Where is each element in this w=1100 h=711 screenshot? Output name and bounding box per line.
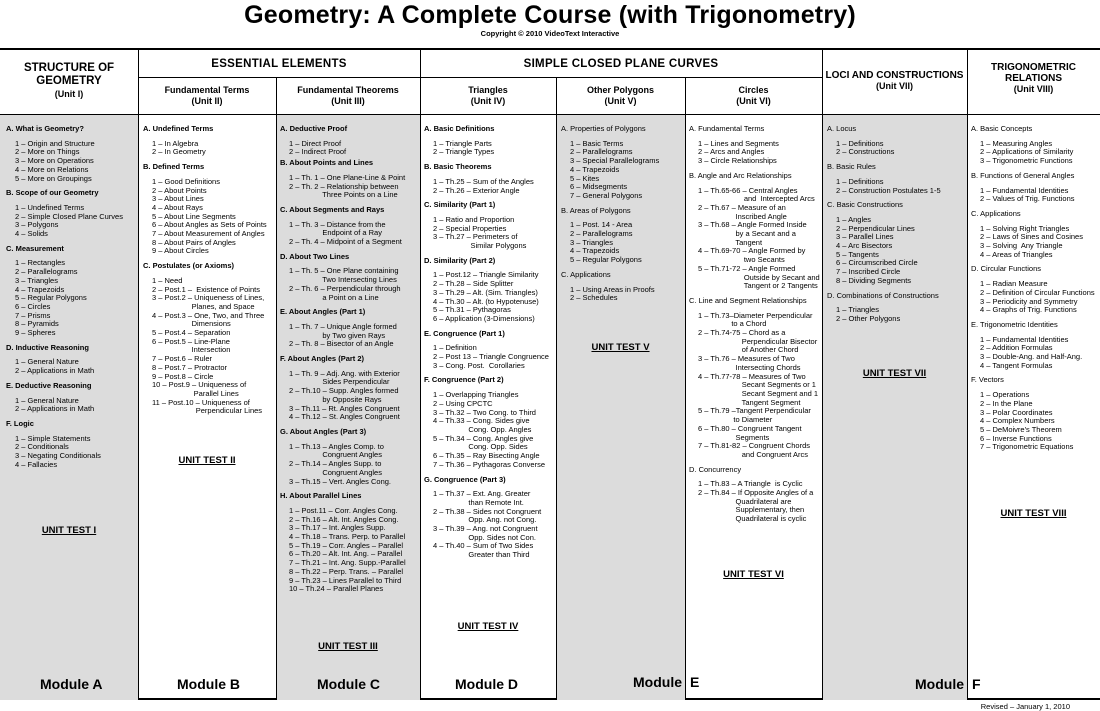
topic-items [6, 140, 136, 184]
topic-items [827, 140, 966, 157]
topic-item: 8 – About Pairs of Angles [152, 237, 236, 247]
header-unit-1: STRUCTURE OF GEOMETRY (Unit I) [23, 62, 115, 99]
topic-item: 1 – Th.83 – A Triangle is Cyclic [698, 479, 803, 489]
topic-heading: B. Defined Terms [143, 162, 205, 172]
topic-item: 10 – Th.24 – Parallel Planes [289, 584, 384, 594]
topic-item: 2 – Constructions [836, 147, 895, 157]
topic-item: 2 – Arcs and Angles [698, 147, 765, 157]
topic-item: 4 – Solids [15, 229, 48, 239]
topic-item: 4 – Th.12 – St. Angles Congruent [289, 412, 400, 422]
topic-items [280, 174, 419, 200]
topic-item: 3 – Triangles [570, 237, 613, 247]
topic-items [143, 277, 275, 416]
topic-item: 1 – Th.13 – Angles Comp. to Congruent Angles [289, 441, 384, 460]
topic-item: 1 – Direct Proof [289, 138, 342, 148]
topic-item: 2 – Indirect Proof [289, 147, 347, 157]
topic-item: 3 – More on Operations [15, 156, 94, 166]
topic-heading: D. Circular Functions [971, 264, 1042, 274]
topic-items [424, 490, 555, 560]
topic-item: 6 – Th.35 – Ray Bisecting Angle [433, 451, 540, 461]
topic-item: 9 – Post.8 – Circle [152, 371, 214, 381]
topic-item: 4 – About Rays [152, 202, 203, 212]
topic-item: 7 – Th.36 – Pythagoras Converse [433, 459, 546, 469]
unit-test-3: UNIT TEST III [318, 641, 378, 652]
topic-item: 1 – Post. 14 - Area [570, 220, 633, 230]
topic-heading: E. Deductive Reasoning [6, 380, 92, 390]
topic-items [143, 178, 275, 256]
topic-item: 4 – Tangent Formulas [980, 360, 1053, 370]
topic-items [689, 140, 821, 166]
topic-item: 8 – Dividing Segments [836, 275, 912, 285]
unit-7-topics [827, 125, 966, 365]
topic-item: 2 – Triangle Types [433, 147, 495, 157]
topic-item: 1 – Definitions [836, 138, 884, 148]
topic-item: 1 – Good Definitions [152, 176, 220, 186]
topic-item: 3 – Post.2 – Uniqueness of Lines, Planes, and Space [152, 293, 265, 311]
topic-item: 2 – Post 13 – Triangle Congruence [433, 352, 549, 362]
topic-heading: C. About Segments and Rays [280, 204, 385, 214]
topic-item: 5 – Th.31 – Pythagoras [433, 305, 511, 315]
topic-item: 1 – Rectangles [15, 258, 66, 268]
topic-item: 2 – Th.26 – Exterior Angle [433, 185, 520, 195]
topic-item: 1 – Post.12 – Triangle Similarity [433, 270, 539, 280]
topic-heading: E. Trigonometric Identities [971, 319, 1058, 329]
topic-item: 2 – Values of Trig. Functions [980, 194, 1075, 204]
topic-items [827, 178, 966, 195]
topic-item: 6 – Circumscribed Circle [836, 258, 918, 268]
topic-item: 5 – More on Groupings [15, 173, 92, 183]
topic-item: 1 – Th.37 – Ext. Ang. Greater than Remote Int. [433, 489, 531, 507]
topic-heading: G. About Angles (Part 3) [280, 426, 367, 436]
topic-item: 3 – Th.39 – Ang. not Congruent Opp. Sides not Con. [433, 524, 538, 542]
topic-items [280, 267, 419, 302]
topic-items [689, 187, 821, 291]
topic-item: 4 – Post.3 – One, Two, and Three Dimensions [152, 310, 265, 329]
topic-item: 3 – Parallel Lines [836, 232, 894, 242]
topic-items [424, 271, 555, 323]
topic-item: 1 – Simple Statements [15, 433, 91, 443]
unit-2-topics [143, 125, 275, 445]
topic-heading: D. Concurrency [689, 464, 742, 474]
topic-item: 2 – More on Things [15, 147, 80, 157]
header-unit-4: Triangles (Unit IV) [468, 85, 508, 106]
topic-items [6, 204, 136, 239]
topic-item: 1 – Angles [836, 214, 872, 224]
module-a-label: Module A [40, 676, 103, 692]
topic-item: 4 – Th.77-78 – Measures of Two Secant Segments or 1 Secant Segment and 1 Tangent Segment [698, 371, 819, 407]
topic-heading: A. Properties of Polygons [561, 125, 646, 133]
topic-item: 2 – Th.74-75 – Chord as a Perpendicular Bisector of Another Chord [698, 328, 818, 355]
topic-heading: C. Postulates (or Axioms) [143, 261, 234, 271]
topic-item: 1 – Triangles [836, 305, 879, 315]
topic-heading: D. Combinations of Constructions [827, 290, 939, 300]
topic-item: 1 – Th.73–Diameter Perpendicular to a Chord [698, 310, 813, 329]
unit-6-topics [689, 125, 821, 575]
unit-5-topics [561, 125, 684, 325]
topic-item: 5 – About Line Segments [152, 211, 236, 221]
topic-items [6, 358, 136, 375]
col-divider-5 [685, 77, 686, 700]
topic-item: 1 – General Nature [15, 357, 79, 367]
topic-item: 3 – Th.27 – Perimeters of Similar Polygons [433, 232, 527, 251]
topic-item: 3 – Th.32 – Two Cong. to Third [433, 407, 536, 417]
topic-item: 2 – Definition of Circular Functions [980, 287, 1095, 297]
topic-item: 1 – Th. 3 – Distance from the Endpoint of a Ray [289, 219, 386, 238]
topic-heading: B. Angle and Arc Relationships [689, 170, 792, 180]
topic-items [971, 140, 1099, 166]
header-unit-2: Fundamental Terms (Unit II) [164, 85, 250, 106]
topic-item: 6 – Inverse Functions [980, 433, 1052, 443]
topic-items [971, 280, 1099, 315]
topic-heading: B. Basic Rules [827, 162, 876, 172]
topic-heading: C. Applications [971, 208, 1021, 218]
topic-item: 2 – Applications of Similarity [980, 147, 1074, 157]
topic-items [6, 259, 136, 337]
topic-item: 3 – Th.68 – Angle Formed Inside by a Secant and a Tangent [698, 220, 807, 247]
topic-item: 1 – Lines and Segments [698, 138, 779, 148]
topic-item: 2 – Parallelograms [15, 267, 78, 277]
topic-item: 1 – Basic Terms [570, 138, 624, 148]
topic-item: 5 – Th.79 –Tangent Perpendicular to Diameter [698, 406, 811, 425]
topic-item: 2 – Th. 4 – Midpoint of a Segment [289, 237, 402, 247]
header-unit-3: Fundamental Theorems (Unit III) [297, 85, 399, 106]
topic-item: 2 – Post.1 – Existence of Points [152, 284, 260, 294]
topic-item: 7 – Prisms [15, 310, 51, 320]
unit-test-1: UNIT TEST I [41, 525, 97, 536]
header-unit-8: TRIGONOMETRIC RELATIONS (Unit VIII) [991, 62, 1076, 94]
topic-item: 2 – Schedules [570, 293, 618, 303]
topic-item: 5 – Tangents [836, 249, 879, 259]
revision-date: Revised – January 1, 2010 [980, 702, 1070, 711]
unit-test-2: UNIT TEST II [178, 455, 236, 466]
topic-heading: C. Measurement [6, 243, 64, 253]
topic-item: 3 – Circle Relationships [698, 156, 777, 166]
header-unit-7: LOCI AND CONSTRUCTIONS (Unit VII) [825, 70, 964, 91]
topic-heading: B. Functions of General Angles [971, 170, 1075, 180]
topic-item: 4 – Fallacies [15, 459, 58, 469]
topic-item: 5 – Th.34 – Cong. Angles give Cong. Opp. Sides [433, 433, 534, 452]
topic-item: 2 – Th.28 – Side Splitter [433, 279, 514, 289]
unit-test-4: UNIT TEST IV [457, 621, 519, 632]
topic-heading: H. About Parallel Lines [280, 491, 362, 501]
topic-item: 2 – Applications in Math [15, 404, 95, 414]
topic-item: 9 – Spheres [15, 328, 56, 338]
topic-item: 1 – Need [152, 275, 183, 285]
topic-item: 1 – Ratio and Proportion [433, 214, 515, 224]
topic-item: 5 – Kites [570, 173, 600, 183]
topic-item: 2 – In Geometry [152, 147, 206, 157]
topic-heading: B. About Points and Lines [280, 158, 374, 168]
topic-item: 8 – Th.22 – Perp. Trans. – Parallel [289, 566, 404, 576]
topic-item: 2 – Th.38 – Sides not Congruent Opp. Ang. not Cong. [433, 506, 542, 525]
topic-item: 1 – General Nature [15, 395, 79, 405]
topic-item: 5 – Th.19 – Corr. Angles – Parallel [289, 540, 404, 550]
topic-items [280, 443, 419, 487]
topic-item: 3 – Th.29 – Alt. (Sim. Triangles) [433, 287, 538, 297]
topic-item: 2 – Applications in Math [15, 366, 95, 376]
topic-item: 2 – About Points [152, 185, 207, 195]
topic-item: 4 – Trapezoids [15, 284, 65, 294]
topic-items [280, 323, 419, 349]
topic-item: 1 – Th. 9 – Adj. Ang. with Exterior Sides Perpendicular [289, 368, 400, 387]
unit-3-topics [280, 125, 419, 625]
topic-heading: C. Similarity (Part 1) [424, 200, 496, 210]
topic-item: 7 – Inscribed Circle [836, 267, 901, 277]
topic-items [6, 397, 136, 414]
module-f-letter: F [972, 676, 981, 692]
topic-item: 4 – Th.30 – Alt. (to Hypotenuse) [433, 296, 539, 306]
topic-item: 1 – Definition [433, 343, 477, 353]
topic-item: 6 – Th.80 – Congruent Tangent Segments [698, 423, 802, 442]
topic-item: 2 – Laws of Sines and Cosines [980, 232, 1083, 242]
topic-item: 6 – Post.5 – Line-Plane Intersection [152, 336, 231, 355]
copyright: Copyright © 2010 VideoText Interactive [480, 29, 620, 38]
topic-item: 1 – Using Areas in Proofs [570, 284, 655, 294]
topic-item: 1 – Fundamental Identities [980, 334, 1069, 344]
topic-item: 1 – Post.11 – Corr. Angles Cong. [289, 505, 398, 515]
topic-items [971, 336, 1099, 371]
module-b-label: Module B [177, 676, 240, 692]
topic-item: 4 – Arc Bisectors [836, 241, 893, 251]
topic-item: 1 – Operations [980, 390, 1030, 400]
unit-8-topics [971, 125, 1099, 515]
topic-items [561, 140, 684, 201]
topic-item: 4 – Th.18 – Trans. Perp. to Parallel [289, 532, 406, 542]
topic-item: 9 – Th.23 – Lines Parallel to Third [289, 575, 402, 585]
topic-item: 3 – Periodicity and Symmetry [980, 296, 1078, 306]
topic-items [424, 391, 555, 469]
topic-heading: A. Deductive Proof [280, 125, 348, 133]
topic-heading: F. About Angles (Part 2) [280, 354, 365, 364]
topic-item: 2 – Other Polygons [836, 313, 901, 323]
topic-item: 7 – Th.21 – Int. Ang. Supp.-Parallel [289, 558, 406, 568]
topic-item: 3 – Cong. Post. Corollaries [433, 360, 525, 370]
topic-item: 1 – Fundamental Identities [980, 185, 1069, 195]
topic-heading: A. Basic Definitions [424, 125, 495, 133]
topic-item: 3 – About Lines [152, 194, 204, 204]
topic-heading: F. Congruence (Part 2) [424, 375, 504, 385]
topic-item: 2 – Parallelograms [570, 229, 633, 239]
topic-items [827, 216, 966, 286]
topic-item: 2 – Th.67 – Measure of an Inscribed Angle [698, 202, 787, 221]
topic-item: 6 – Midsegments [570, 182, 628, 192]
topic-item: 9 – About Circles [152, 246, 209, 256]
topic-items [280, 370, 419, 422]
topic-item: 2 – Th. 8 – Bisector of an Angle [289, 339, 394, 349]
course-chart [0, 48, 1100, 700]
topic-item: 4 – Complex Numbers [980, 416, 1055, 426]
topic-item: 2 – Th.10 – Supp. Angles formed by Opposite Rays [289, 386, 399, 404]
header-unit-5: Other Polygons (Unit V) [586, 85, 654, 106]
topic-item: 7 – About Measurement of Angles [152, 229, 265, 239]
topic-items [424, 216, 555, 251]
module-d-label: Module D [455, 676, 518, 692]
topic-item: 3 – Th.11 – Rt. Angles Congruent [289, 403, 400, 413]
topic-items [971, 225, 1099, 260]
topic-item: 2 – Th. 6 – Perpendicular through a Point on a Line [289, 283, 401, 302]
unit-test-8: UNIT TEST VIII [1000, 508, 1067, 519]
col-divider-3 [420, 50, 421, 700]
topic-heading: A. Fundamental Terms [689, 125, 765, 133]
topic-heading: C. Basic Constructions [827, 200, 903, 210]
topic-item: 3 – Negating Conditionals [15, 451, 101, 461]
topic-items [424, 140, 555, 157]
col-divider-4 [556, 77, 557, 700]
topic-heading: F. Vectors [971, 375, 1004, 385]
unit-4-topics [424, 125, 555, 605]
topic-item: 2 – Th.84 – If Opposite Angles of a Quadrilateral are Supplementary, then Quadrilateral is cyclic [698, 488, 814, 524]
topic-item: 6 – Th.20 – Alt. Int. Ang. – Parallel [289, 549, 403, 559]
topic-item: 4 – More on Relations [15, 164, 89, 174]
topic-items [424, 344, 555, 370]
topic-heading: B. Scope of our Geometry [6, 188, 99, 198]
topic-item: 10 – Post.9 – Uniqueness of Parallel Lines [152, 380, 247, 398]
topic-item: 1 – In Algebra [152, 138, 199, 148]
topic-item: 8 – Pyramids [15, 319, 59, 329]
topic-items [827, 306, 966, 323]
topic-items [561, 221, 684, 265]
topic-item: 5 – DeMoivre's Theorem [980, 424, 1062, 434]
topic-item: 1 – Triangle Parts [433, 138, 492, 148]
topic-item: 7 – Th.81-82 – Congruent Chords and Congruent Arcs [698, 441, 811, 459]
topic-item: 2 – Th.14 – Angles Supp. to Congruent Angles [289, 459, 382, 477]
topic-heading: C. Applications [561, 269, 611, 279]
topic-heading: A. Undefined Terms [143, 125, 214, 133]
topic-item: 5 – Regular Polygons [570, 255, 642, 265]
topic-heading: E. Congruence (Part 1) [424, 328, 505, 338]
topic-item: 3 – Th.17 – Int. Angles Supp. [289, 523, 386, 533]
topic-item: 2 – Special Properties [433, 223, 507, 233]
topic-heading: A. Locus [827, 125, 857, 133]
topic-item: 2 – In the Plane [980, 398, 1033, 408]
header-unit-6: Circles (Unit VI) [736, 85, 771, 106]
topic-item: 5 – Post.4 – Separation [152, 328, 231, 338]
topic-item: 4 – Th.40 – Sum of Two Sides Greater than Third [433, 541, 534, 560]
module-c-label: Module C [317, 676, 380, 692]
topic-item: 1 – Solving Right Triangles [980, 223, 1070, 233]
topic-item: 1 – Th. 7 – Unique Angle formed by Two given Rays [289, 321, 397, 340]
topic-item: 6 – About Angles as Sets of Points [152, 220, 267, 230]
topic-item: 1 – Measuring Angles [980, 138, 1053, 148]
topic-item: 4 – Th.69-70 – Angle Formed by two Secants [698, 246, 806, 265]
topic-item: 3 – Th.15 – Vert. Angles Cong. [289, 476, 392, 486]
topic-items [280, 140, 419, 157]
topic-item: 3 – Solving Any Triangle [980, 241, 1063, 251]
topic-item: 4 – Trapezoids [570, 246, 620, 256]
topic-item: 3 – Th.76 – Measures of Two Intersecting Chords [698, 354, 801, 372]
unit-test-6: UNIT TEST VI [723, 569, 784, 580]
module-e-word: Module [633, 674, 682, 690]
topic-item: 5 – Th.71-72 – Angle Formed Outside by Secant and Tangent or 2 Tangents [698, 263, 820, 291]
topic-item: 1 – Th.65-66 – Central Angles and Intercepted Arcs [698, 185, 815, 204]
topic-heading: B. Basic Theorems [424, 162, 492, 172]
topic-item: 8 – Post.7 – Protractor [152, 362, 228, 372]
topic-heading: D. About Two Lines [280, 251, 350, 261]
topic-item: 6 – Application (3-Dimensions) [433, 313, 535, 323]
topic-item: 4 – Graphs of Trig. Functions [980, 305, 1077, 315]
topic-item: 2 – Construction Postulates 1-5 [836, 185, 941, 195]
topic-item: 1 – Undefined Terms [15, 202, 85, 212]
topic-item: 4 – Trapezoids [570, 164, 620, 174]
topic-item: 11 – Post.10 – Uniqueness of Perpendicular Lines [152, 397, 263, 416]
topic-item: 3 – Polygons [15, 220, 59, 230]
section-simple-closed-plane-curves: SIMPLE CLOSED PLANE CURVES [523, 58, 719, 70]
topic-item: 3 – Trigonometric Functions [980, 156, 1073, 166]
topic-item: 7 – Post.6 – Ruler [152, 354, 213, 364]
module-e-letter: E [690, 674, 700, 690]
col-divider-2 [276, 77, 277, 700]
topic-item: 2 – Parallelograms [570, 147, 633, 157]
topic-items [143, 140, 275, 157]
unit-test-5: UNIT TEST V [591, 342, 650, 353]
topic-item: 1 – Radian Measure [980, 279, 1048, 289]
topic-heading: G. Congruence (Part 3) [424, 474, 506, 484]
col-divider-7 [967, 50, 968, 700]
col-divider-1 [138, 50, 139, 700]
topic-items [561, 286, 684, 303]
page-title: Geometry: A Complete Course (with Trigonometry) [244, 1, 856, 29]
topic-items [280, 507, 419, 594]
topic-item: 1 – Origin and Structure [15, 138, 95, 148]
topic-item: 4 – Areas of Triangles [980, 249, 1053, 259]
unit-test-7: UNIT TEST VII [862, 368, 927, 379]
topic-item: 2 – Th. 2 – Relationship between Three Points on a Line [289, 181, 399, 200]
section-header-divider [138, 77, 822, 78]
topic-item: 2 – Using CPCTC [433, 398, 493, 408]
topic-heading: B. Areas of Polygons [561, 205, 631, 215]
topic-item: 1 – Th. 5 – One Plane containing Two Intersecting Lines [289, 266, 399, 285]
topic-items [971, 187, 1099, 204]
topic-item: 1 – Overlapping Triangles [433, 390, 519, 400]
topic-item: 2 – Addition Formulas [980, 343, 1053, 353]
topic-item: 2 – Conditionals [15, 442, 69, 452]
topic-heading: D. Inductive Reasoning [6, 342, 89, 352]
topic-items [689, 312, 821, 460]
unit-1-topics [6, 125, 136, 520]
topic-item: 3 – Triangles [15, 275, 58, 285]
topic-item: 2 – Perpendicular Lines [836, 223, 915, 233]
topic-items [689, 480, 821, 524]
topic-item: 4 – Th.33 – Cong. Sides give Cong. Opp. Angles [433, 416, 532, 434]
topic-item: 3 – Special Parallelograms [570, 156, 660, 166]
section-essential-elements: ESSENTIAL ELEMENTS [211, 58, 347, 70]
header-divider [0, 114, 1100, 115]
topic-item: 1 – Th. 1 – One Plane-Line & Point [289, 172, 406, 182]
topic-item: 7 – General Polygons [570, 190, 643, 200]
topic-items [424, 178, 555, 195]
topic-item: 7 – Trigonometric Equations [980, 442, 1074, 452]
topic-heading: A. What is Geometry? [6, 125, 84, 133]
topic-item: 2 – Th.16 – Alt. Int. Angles Cong. [289, 514, 399, 524]
topic-item: 1 – Definitions [836, 176, 884, 186]
topic-item: 3 – Double-Ang. and Half-Ang. [980, 352, 1083, 362]
topic-heading: A. Basic Concepts [971, 125, 1033, 133]
topic-heading: F. Logic [6, 418, 34, 428]
module-f-word: Module [915, 676, 964, 692]
topic-item: 5 – Regular Polygons [15, 293, 87, 303]
topic-heading: D. Similarity (Part 2) [424, 255, 496, 265]
topic-heading: C. Line and Segment Relationships [689, 295, 807, 305]
topic-item: 2 – Simple Closed Plane Curves [15, 211, 123, 221]
topic-items [280, 221, 419, 247]
topic-item: 1 – Th.25 – Sum of the Angles [433, 176, 534, 186]
topic-item: 6 – Circles [15, 301, 51, 311]
topic-heading: E. About Angles (Part 1) [280, 307, 366, 317]
topic-items [6, 435, 136, 470]
topic-item: 3 – Polar Coordinates [980, 407, 1053, 417]
topic-items [971, 391, 1099, 452]
